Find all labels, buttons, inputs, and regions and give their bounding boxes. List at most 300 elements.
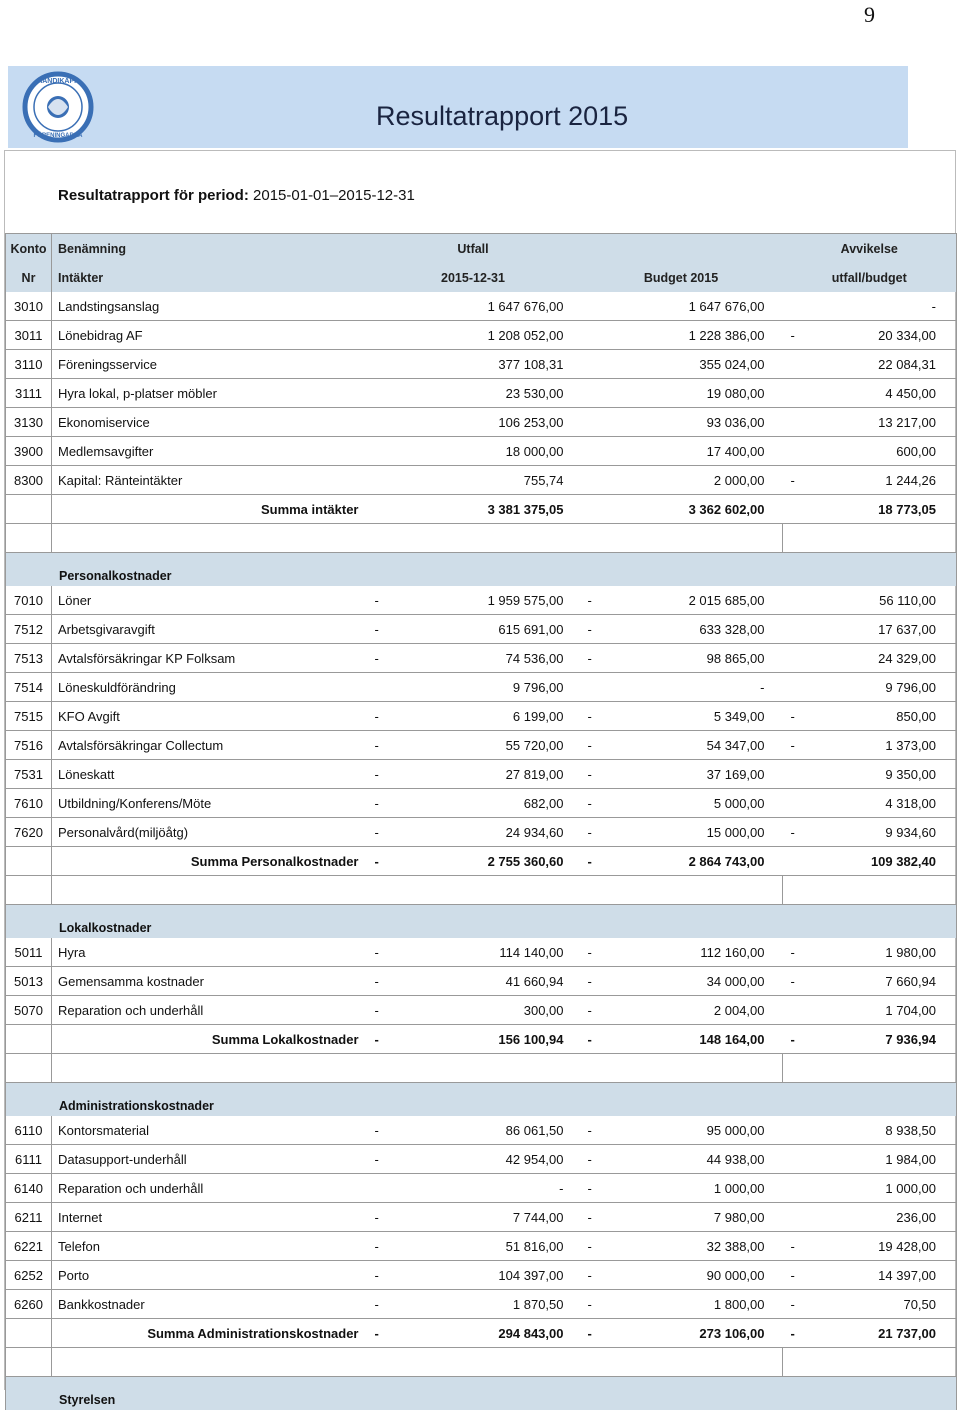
- budget-value: 17 400,00: [610, 437, 783, 466]
- utfall-value: 7 744,00: [397, 1203, 580, 1232]
- account-name: Löneskuldförändring: [52, 673, 367, 702]
- utfall-sign: -: [367, 1145, 397, 1174]
- utfall-sign: -: [367, 731, 397, 760]
- account-number: 6140: [6, 1174, 52, 1203]
- diff-sign: [783, 437, 813, 466]
- table-row: [6, 350, 957, 379]
- budget-sign: [580, 673, 610, 702]
- diff-sign: -: [783, 1232, 813, 1261]
- account-name: Datasupport-underhåll: [52, 1145, 367, 1174]
- table-row: [6, 1203, 957, 1232]
- account-number: 5011: [6, 938, 52, 967]
- spacer-cell: [6, 524, 52, 553]
- table-row: [6, 967, 957, 996]
- account-number: 7516: [6, 731, 52, 760]
- utfall-sign: [367, 1174, 397, 1203]
- budget-value: 90 000,00: [610, 1261, 783, 1290]
- budget-sign: -: [580, 996, 610, 1025]
- budget-sign: -: [580, 1290, 610, 1319]
- account-name: Gemensamma kostnader: [52, 967, 367, 996]
- summary-diff: 21 737,00: [813, 1319, 957, 1348]
- budget-value: 2 004,00: [610, 996, 783, 1025]
- diff-sign: [783, 996, 813, 1025]
- diff-value: 1 244,26: [813, 466, 957, 495]
- utfall-sign: -: [367, 1232, 397, 1261]
- diff-sign: [783, 1203, 813, 1232]
- budget-value: 1 800,00: [610, 1290, 783, 1319]
- utfall-sign: [367, 379, 397, 408]
- table-row: [6, 818, 957, 847]
- table-row: [6, 1145, 957, 1174]
- period-value: 2015-01-01–2015-12-31: [253, 187, 415, 204]
- utfall-sign: -: [367, 760, 397, 789]
- utfall-sign: -: [367, 1290, 397, 1319]
- diff-value: 1 373,00: [813, 731, 957, 760]
- diff-sign: [783, 379, 813, 408]
- summary-diff-sign: -: [783, 1319, 813, 1348]
- account-number: 3010: [6, 292, 52, 321]
- budget-value: 34 000,00: [610, 967, 783, 996]
- utfall-value: 42 954,00: [397, 1145, 580, 1174]
- date-header: 2015-12-31: [367, 263, 580, 292]
- budget-value: 5 000,00: [610, 789, 783, 818]
- summary-budget-sign: -: [580, 1025, 610, 1054]
- summary-diff-sign: [783, 495, 813, 524]
- section-title: Personalkostnader: [6, 553, 957, 587]
- utfall-value: 18 000,00: [397, 437, 580, 466]
- budget-sign: -: [580, 702, 610, 731]
- account-number: 6260: [6, 1290, 52, 1319]
- utfall-header: Utfall: [367, 234, 580, 264]
- summary-row: [6, 1025, 957, 1054]
- account-number: 3011: [6, 321, 52, 350]
- budget-value: 5 349,00: [610, 702, 783, 731]
- utfall-sign: -: [367, 644, 397, 673]
- section-title: Administrationskostnader: [6, 1083, 957, 1117]
- spacer-cell: [6, 876, 52, 905]
- spacer-cell: [6, 1348, 52, 1377]
- utfall-value: 86 061,50: [397, 1116, 580, 1145]
- utfall-sign: [367, 466, 397, 495]
- logo-text-bottom: FÖRENINGARNA: [34, 132, 84, 139]
- diff-value: 9 350,00: [813, 760, 957, 789]
- account-number: 7515: [6, 702, 52, 731]
- utfall-value: 23 530,00: [397, 379, 580, 408]
- table-row: [6, 292, 957, 321]
- budget-sign: -: [580, 615, 610, 644]
- table-row: [6, 1261, 957, 1290]
- spacer-cell: [52, 876, 783, 905]
- section-lokalkostnader: [6, 905, 957, 939]
- summary-budget-sign: -: [580, 1319, 610, 1348]
- diff-value: 1 980,00: [813, 938, 957, 967]
- budget-value: -: [610, 673, 783, 702]
- spacer-cell: [52, 1054, 783, 1083]
- diff-sign: [783, 292, 813, 321]
- diff-sign: [783, 673, 813, 702]
- budget-sign: -: [580, 789, 610, 818]
- diff-value: 9 796,00: [813, 673, 957, 702]
- utfall-value: -: [397, 1174, 580, 1203]
- section-title: Styrelsen: [6, 1377, 957, 1410]
- budget-sign: -: [580, 586, 610, 615]
- budget-value: 2 000,00: [610, 466, 783, 495]
- avvikelse-header: Avvikelse: [783, 234, 957, 264]
- table-row: [6, 938, 957, 967]
- summary-label: Summa intäkter: [52, 495, 367, 524]
- ratio-header: utfall/budget: [783, 263, 957, 292]
- diff-value: 850,00: [813, 702, 957, 731]
- budget-sign: -: [580, 938, 610, 967]
- account-number: 5013: [6, 967, 52, 996]
- utfall-sign: [367, 408, 397, 437]
- budget-value: 19 080,00: [610, 379, 783, 408]
- summary-utfall-sign: -: [367, 1025, 397, 1054]
- summary-utfall: 3 381 375,05: [397, 495, 580, 524]
- summary-utfall: 156 100,94: [397, 1025, 580, 1054]
- budget-value: 37 169,00: [610, 760, 783, 789]
- diff-value: 1 000,00: [813, 1174, 957, 1203]
- diff-sign: [783, 586, 813, 615]
- budget-sign: -: [580, 644, 610, 673]
- diff-value: 9 934,60: [813, 818, 957, 847]
- account-name: Reparation och underhåll: [52, 996, 367, 1025]
- utfall-value: 104 397,00: [397, 1261, 580, 1290]
- utfall-value: 55 720,00: [397, 731, 580, 760]
- diff-value: 20 334,00: [813, 321, 957, 350]
- budget-value: 1 228 386,00: [610, 321, 783, 350]
- budget-value: 355 024,00: [610, 350, 783, 379]
- spacer-row: [6, 524, 957, 553]
- budget-sign: -: [580, 818, 610, 847]
- account-number: 8300: [6, 466, 52, 495]
- report-period: [58, 187, 415, 204]
- diff-sign: -: [783, 967, 813, 996]
- utfall-sign: [367, 437, 397, 466]
- diff-value: 56 110,00: [813, 586, 957, 615]
- table-row: [6, 644, 957, 673]
- utfall-sign: [367, 673, 397, 702]
- utfall-value: 41 660,94: [397, 967, 580, 996]
- summary-diff: 109 382,40: [813, 847, 957, 876]
- account-name: Löner: [52, 586, 367, 615]
- header-row-1: [6, 234, 957, 264]
- summary-budget-sign: -: [580, 847, 610, 876]
- diff-sign: -: [783, 321, 813, 350]
- account-number: 6221: [6, 1232, 52, 1261]
- utfall-value: 51 816,00: [397, 1232, 580, 1261]
- budget-sign: -: [580, 1203, 610, 1232]
- table-row: [6, 673, 957, 702]
- spacer-row: [6, 1348, 957, 1377]
- logo-text-top: HANDIKAPP: [37, 78, 79, 85]
- account-name: Porto: [52, 1261, 367, 1290]
- budget-sign: [580, 350, 610, 379]
- account-name: Lönebidrag AF: [52, 321, 367, 350]
- page-number: 9: [864, 2, 875, 28]
- summary-label: Summa Lokalkostnader: [52, 1025, 367, 1054]
- utfall-value: 300,00: [397, 996, 580, 1025]
- utfall-sign: -: [367, 1116, 397, 1145]
- table-row: [6, 760, 957, 789]
- table-row: [6, 789, 957, 818]
- summary-label: Summa Personalkostnader: [52, 847, 367, 876]
- diff-sign: -: [783, 1261, 813, 1290]
- budget-sign: [580, 379, 610, 408]
- diff-sign: [783, 644, 813, 673]
- spacer-cell: [783, 1348, 957, 1377]
- diff-sign: [783, 408, 813, 437]
- diff-sign: [783, 789, 813, 818]
- summary-diff: 18 773,05: [813, 495, 957, 524]
- budget-value: 15 000,00: [610, 818, 783, 847]
- diff-value: 1 704,00: [813, 996, 957, 1025]
- budget-value: 7 980,00: [610, 1203, 783, 1232]
- utfall-value: 1 959 575,00: [397, 586, 580, 615]
- diff-value: 24 329,00: [813, 644, 957, 673]
- summary-budget: 148 164,00: [610, 1025, 783, 1054]
- account-number: 7513: [6, 644, 52, 673]
- summary-utfall-sign: -: [367, 1319, 397, 1348]
- utfall-value: 9 796,00: [397, 673, 580, 702]
- table-row: [6, 437, 957, 466]
- table-row: [6, 731, 957, 760]
- account-number: 7512: [6, 615, 52, 644]
- diff-sign: [783, 760, 813, 789]
- account-number: 7531: [6, 760, 52, 789]
- utfall-sign: -: [367, 586, 397, 615]
- utfall-sign: -: [367, 1261, 397, 1290]
- account-number: 7514: [6, 673, 52, 702]
- spacer-cell: [52, 524, 783, 553]
- table-row: [6, 1174, 957, 1203]
- budget-value: 54 347,00: [610, 731, 783, 760]
- account-number: 7610: [6, 789, 52, 818]
- summary-utfall: 294 843,00: [397, 1319, 580, 1348]
- diff-value: 4 318,00: [813, 789, 957, 818]
- summary-utfall-sign: [367, 495, 397, 524]
- benamning-header: Benämning: [52, 234, 367, 264]
- diff-sign: [783, 350, 813, 379]
- table-row: [6, 379, 957, 408]
- utfall-value: 24 934,60: [397, 818, 580, 847]
- table-row: [6, 586, 957, 615]
- summary-budget-sign: [580, 495, 610, 524]
- summary-row: [6, 1319, 957, 1348]
- account-name: Kontorsmaterial: [52, 1116, 367, 1145]
- spacer-cell: [783, 876, 957, 905]
- summary-budget: 273 106,00: [610, 1319, 783, 1348]
- utfall-value: 682,00: [397, 789, 580, 818]
- budget-sign: -: [580, 1232, 610, 1261]
- utfall-sign: -: [367, 996, 397, 1025]
- diff-value: 600,00: [813, 437, 957, 466]
- budget-sign: [580, 321, 610, 350]
- summary-utfall: 2 755 360,60: [397, 847, 580, 876]
- diff-sign: -: [783, 1290, 813, 1319]
- budget-sign: [580, 292, 610, 321]
- account-number: 3900: [6, 437, 52, 466]
- utfall-sign: [367, 292, 397, 321]
- account-name: Utbildning/Konferens/Möte: [52, 789, 367, 818]
- budget-sign: [580, 466, 610, 495]
- summary-diff: 7 936,94: [813, 1025, 957, 1054]
- account-number: 3111: [6, 379, 52, 408]
- intakter-header: Intäkter: [52, 263, 367, 292]
- budget-sign: -: [580, 1145, 610, 1174]
- konto-header: Konto: [6, 234, 52, 264]
- summary-budget: 3 362 602,00: [610, 495, 783, 524]
- account-number: 3110: [6, 350, 52, 379]
- utfall-value: 114 140,00: [397, 938, 580, 967]
- diff-value: 13 217,00: [813, 408, 957, 437]
- diff-sign: -: [783, 731, 813, 760]
- diff-sign: -: [783, 466, 813, 495]
- diff-sign: -: [783, 702, 813, 731]
- account-name: Hyra: [52, 938, 367, 967]
- utfall-sign: [367, 350, 397, 379]
- budget-value: 93 036,00: [610, 408, 783, 437]
- account-number: 5070: [6, 996, 52, 1025]
- budget-sign: -: [580, 1116, 610, 1145]
- account-name: Arbetsgivaravgift: [52, 615, 367, 644]
- utfall-sign: [367, 321, 397, 350]
- diff-sign: [783, 1174, 813, 1203]
- diff-sign: [783, 1145, 813, 1174]
- summary-spacer: [6, 495, 52, 524]
- summary-diff-sign: -: [783, 1025, 813, 1054]
- utfall-sign: -: [367, 818, 397, 847]
- utfall-value: 106 253,00: [397, 408, 580, 437]
- handikappforeningarna-logo: [18, 71, 98, 143]
- diff-sign: -: [783, 818, 813, 847]
- diff-value: -: [813, 292, 957, 321]
- account-number: 6252: [6, 1261, 52, 1290]
- table-row: [6, 702, 957, 731]
- utfall-value: 377 108,31: [397, 350, 580, 379]
- result-table: [5, 233, 957, 1410]
- diff-value: 236,00: [813, 1203, 957, 1232]
- account-number: 6211: [6, 1203, 52, 1232]
- utfall-sign: -: [367, 702, 397, 731]
- budget-value: 44 938,00: [610, 1145, 783, 1174]
- account-name: Medlemsavgifter: [52, 437, 367, 466]
- table-row: [6, 466, 957, 495]
- budget-sign: [580, 437, 610, 466]
- utfall-sign: -: [367, 1203, 397, 1232]
- utfall-value: 1 870,50: [397, 1290, 580, 1319]
- utfall-sign: -: [367, 938, 397, 967]
- summary-utfall-sign: -: [367, 847, 397, 876]
- account-name: Löneskatt: [52, 760, 367, 789]
- account-number: 3130: [6, 408, 52, 437]
- diff-value: 19 428,00: [813, 1232, 957, 1261]
- account-name: Bankkostnader: [52, 1290, 367, 1319]
- budget-value: 112 160,00: [610, 938, 783, 967]
- account-number: 7010: [6, 586, 52, 615]
- spacer-cell: [52, 1348, 783, 1377]
- table-row: [6, 321, 957, 350]
- report-title: Resultatrapport 2015: [376, 101, 628, 132]
- summary-budget: 2 864 743,00: [610, 847, 783, 876]
- utfall-value: 74 536,00: [397, 644, 580, 673]
- diff-value: 8 938,50: [813, 1116, 957, 1145]
- budget-value: 2 015 685,00: [610, 586, 783, 615]
- spacer-cell: [783, 1054, 957, 1083]
- budget-sign: -: [580, 731, 610, 760]
- utfall-value: 1 647 676,00: [397, 292, 580, 321]
- budget-sign: -: [580, 1174, 610, 1203]
- utfall-value: 6 199,00: [397, 702, 580, 731]
- diff-value: 70,50: [813, 1290, 957, 1319]
- account-number: 7620: [6, 818, 52, 847]
- diff-sign: [783, 1116, 813, 1145]
- utfall-value: 1 208 052,00: [397, 321, 580, 350]
- account-name: KFO Avgift: [52, 702, 367, 731]
- account-name: Personalvård(miljöåtg): [52, 818, 367, 847]
- table-row: [6, 1232, 957, 1261]
- diff-value: 4 450,00: [813, 379, 957, 408]
- account-name: Föreningsservice: [52, 350, 367, 379]
- budget-value: 98 865,00: [610, 644, 783, 673]
- table-row: [6, 1290, 957, 1319]
- account-number: 6111: [6, 1145, 52, 1174]
- section-title: Lokalkostnader: [6, 905, 957, 939]
- account-number: 6110: [6, 1116, 52, 1145]
- budget-value: 1 647 676,00: [610, 292, 783, 321]
- nr-header: Nr: [6, 263, 52, 292]
- budget-value: 95 000,00: [610, 1116, 783, 1145]
- diff-sign: [783, 615, 813, 644]
- budget-value: 32 388,00: [610, 1232, 783, 1261]
- spacer-row: [6, 1054, 957, 1083]
- section-administrationskostnader: [6, 1083, 957, 1117]
- diff-value: 14 397,00: [813, 1261, 957, 1290]
- summary-label: Summa Administrationskostnader: [52, 1319, 367, 1348]
- utfall-value: 27 819,00: [397, 760, 580, 789]
- account-name: Hyra lokal, p-platser möbler: [52, 379, 367, 408]
- section-styrelsen: [6, 1377, 957, 1410]
- utfall-sign: -: [367, 615, 397, 644]
- summary-row: [6, 847, 957, 876]
- budget-value: 633 328,00: [610, 615, 783, 644]
- section-personalkostnader: [6, 553, 957, 587]
- budget-sign: -: [580, 760, 610, 789]
- period-label: Resultatrapport för period:: [58, 187, 249, 204]
- diff-value: 22 084,31: [813, 350, 957, 379]
- budget-sign: -: [580, 967, 610, 996]
- budget-header: Budget 2015: [580, 263, 783, 292]
- utfall-sign: -: [367, 967, 397, 996]
- account-name: Internet: [52, 1203, 367, 1232]
- summary-diff-sign: [783, 847, 813, 876]
- account-name: Ekonomiservice: [52, 408, 367, 437]
- diff-value: 1 984,00: [813, 1145, 957, 1174]
- utfall-sign: -: [367, 789, 397, 818]
- account-name: Kapital: Ränteintäkter: [52, 466, 367, 495]
- summary-spacer: [6, 1319, 52, 1348]
- account-name: Avtalsförsäkringar Collectum: [52, 731, 367, 760]
- summary-spacer: [6, 847, 52, 876]
- spacer-cell: [783, 524, 957, 553]
- diff-value: 17 637,00: [813, 615, 957, 644]
- budget-sign: -: [580, 1261, 610, 1290]
- spacer-cell: [6, 1054, 52, 1083]
- summary-row: [6, 495, 957, 524]
- table-row: [6, 408, 957, 437]
- account-name: Reparation och underhåll: [52, 1174, 367, 1203]
- budget-sign: [580, 408, 610, 437]
